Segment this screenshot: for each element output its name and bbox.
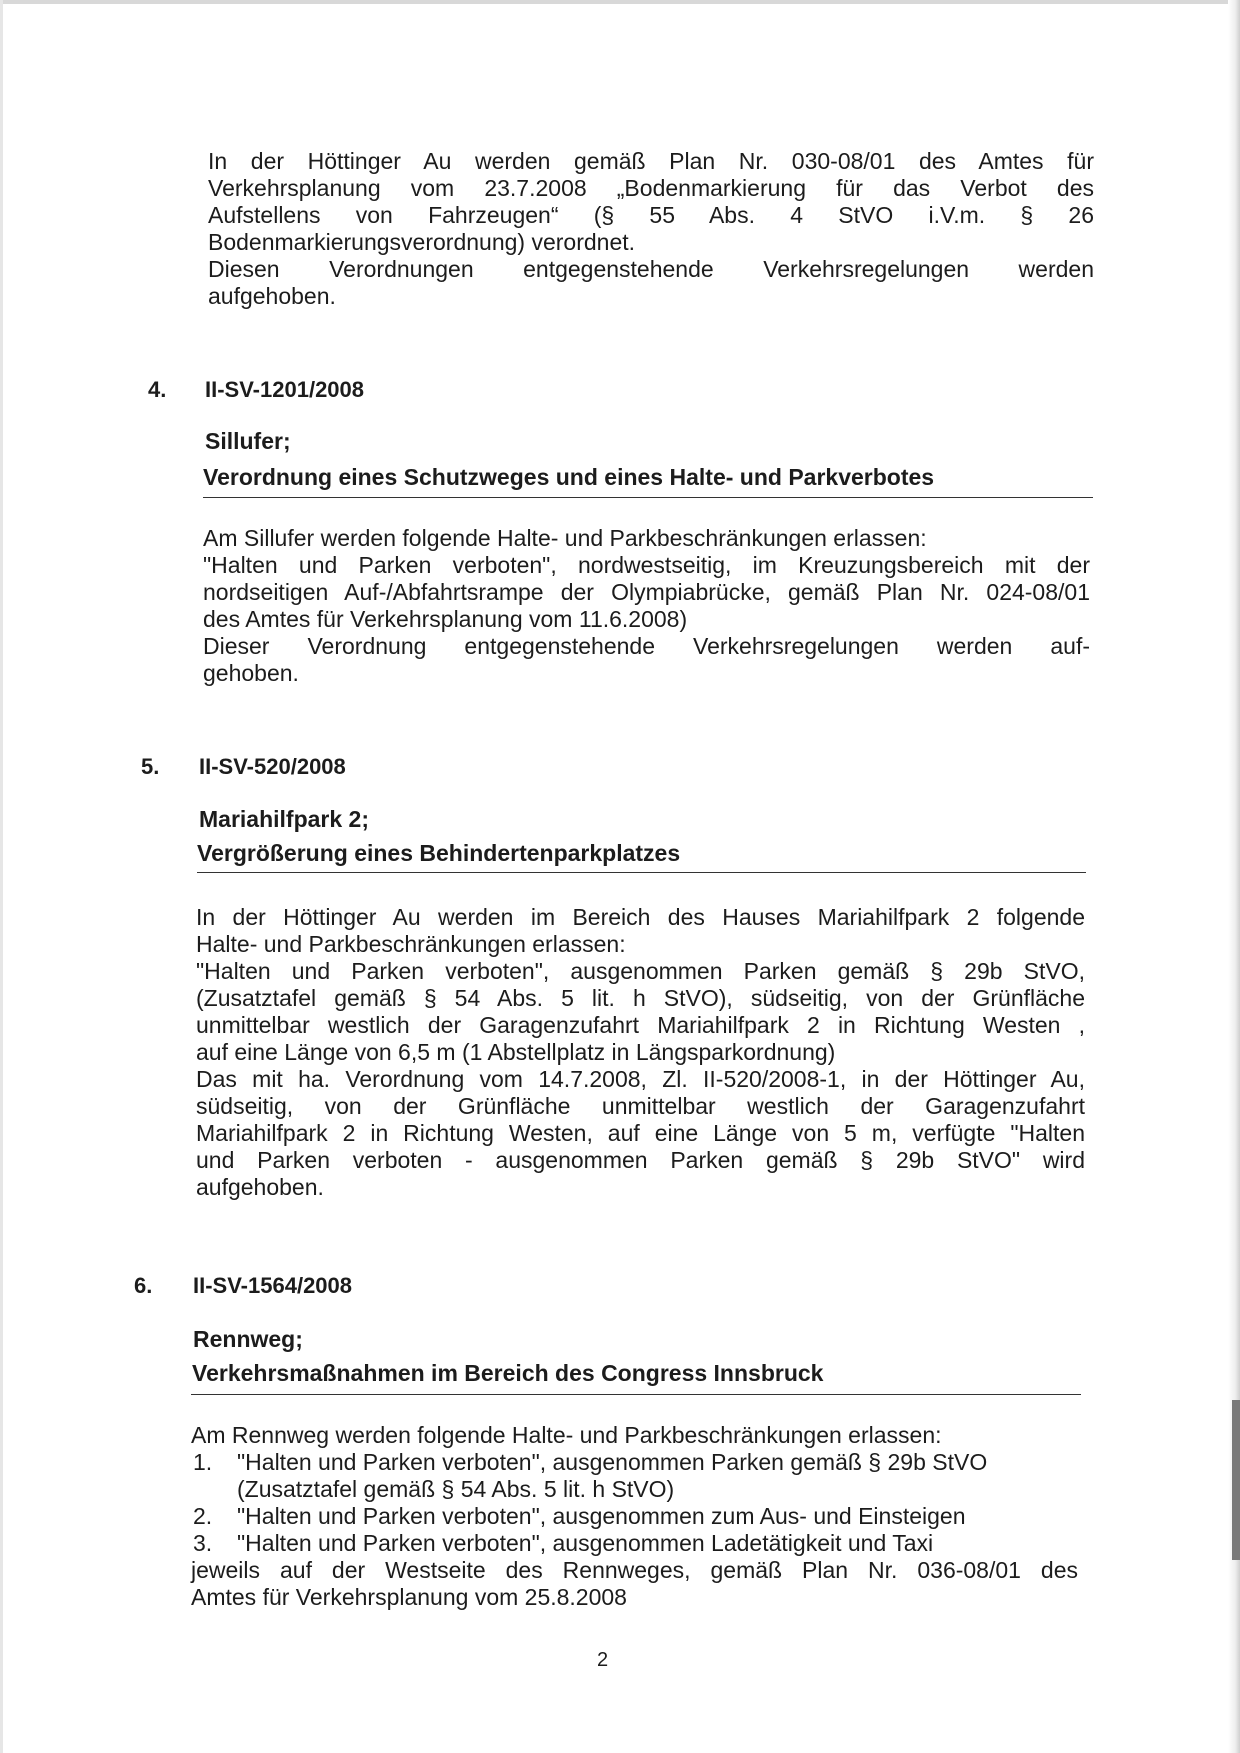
- item-6-intro: [191, 1422, 1080, 1449]
- item-location: Sillufer;: [205, 428, 291, 454]
- list-item: [193, 1449, 1081, 1476]
- item-number: 4.: [148, 377, 167, 402]
- list-number: 2.: [193, 1503, 213, 1529]
- text-line: Dieser Verordnung entgegenstehende Verkehrsregelungen werden auf-: [203, 633, 1090, 659]
- list-item-text: "Halten und Parken verboten", ausgenommen Ladetätigkeit und Taxi: [237, 1530, 934, 1556]
- list-number: 1.: [193, 1449, 213, 1475]
- list-number: 3.: [193, 1530, 213, 1556]
- text-line: Halte- und Parkbeschränkungen erlassen:: [196, 931, 626, 957]
- item-4-paragraph: [203, 525, 1090, 687]
- text-line: In der Höttinger Au werden gemäß Plan Nr. 030-08/01 des Amtes für: [208, 148, 1094, 174]
- text-line: Am Rennweg werden folgende Halte- und Parkbeschränkungen erlassen:: [191, 1422, 942, 1448]
- text-line: unmittelbar westlich der Garagenzufahrt Mariahilfpark 2 in Richtung Westen ,: [196, 1012, 1085, 1038]
- numbered-list: [193, 1449, 1081, 1557]
- item-subject: Verordnung eines Schutzweges und eines Halte- und Parkverbotes: [203, 464, 935, 490]
- text-line: Mariahilfpark 2 in Richtung Westen, auf eine Länge von 5 m, verfügte "Halten: [196, 1120, 1085, 1146]
- text-line: Am Sillufer werden folgende Halte- und Parkbeschränkungen erlassen:: [203, 525, 927, 551]
- item-location: Rennweg;: [193, 1326, 303, 1352]
- scan-edge-top: [0, 0, 1240, 4]
- text-line: und Parken verboten - ausgenommen Parken gemäß § 29b StVO" wird: [196, 1147, 1085, 1173]
- scan-edge-shadow: [1232, 1400, 1240, 1560]
- text-line: nordseitigen Auf-/Abfahrtsrampe der Olympiabrücke, gemäß Plan Nr. 024-08/01: [203, 579, 1090, 605]
- case-number: II-SV-1564/2008: [193, 1273, 353, 1298]
- item-location: Mariahilfpark 2;: [199, 806, 369, 832]
- subject-underline: [197, 872, 1086, 873]
- list-item-continuation: [193, 1476, 1081, 1503]
- case-number: II-SV-1201/2008: [205, 377, 365, 402]
- text-line: des Amtes für Verkehrsplanung vom 11.6.2008): [203, 606, 688, 632]
- text-line: Das mit ha. Verordnung vom 14.7.2008, Zl. II-520/2008-1, in der Höttinger Au,: [196, 1066, 1085, 1092]
- scan-edge-left: [0, 0, 3, 1753]
- text-line: Bodenmarkierungsverordnung) verordnet.: [208, 229, 636, 255]
- item-number: 5.: [141, 754, 160, 779]
- list-item: [193, 1503, 1081, 1530]
- text-line: auf eine Länge von 6,5 m (1 Abstellplatz in Längsparkordnung): [196, 1039, 836, 1065]
- intro-paragraph: [208, 148, 1094, 310]
- text-line: In der Höttinger Au werden im Bereich des Hauses Mariahilfpark 2 folgende: [196, 904, 1085, 930]
- text-line: aufgehoben.: [196, 1174, 324, 1200]
- item-subject: Vergrößerung eines Behindertenparkplatzes: [197, 840, 681, 866]
- text-line: südseitig, von der Grünfläche unmittelbar westlich der Garagenzufahrt: [196, 1093, 1085, 1119]
- text-line: Diesen Verordnungen entgegenstehende Verkehrsregelungen werden: [208, 256, 1094, 282]
- item-6-closing: [191, 1557, 1078, 1611]
- text-line: gehoben.: [203, 660, 299, 686]
- text-line: Amtes für Verkehrsplanung vom 25.8.2008: [191, 1584, 627, 1610]
- item-number: 6.: [134, 1273, 153, 1298]
- page-number: 2: [597, 1649, 609, 1671]
- text-line: aufgehoben.: [208, 283, 336, 309]
- text-line: "Halten und Parken verboten", nordwestseitig, im Kreuzungsbereich mit der: [203, 552, 1090, 578]
- subject-underline: [191, 1394, 1081, 1395]
- text-line: "Halten und Parken verboten", ausgenommen Parken gemäß § 29b StVO,: [196, 958, 1085, 984]
- subject-underline: [203, 497, 1093, 498]
- case-number: II-SV-520/2008: [199, 754, 346, 779]
- list-item-text: (Zusatztafel gemäß § 54 Abs. 5 lit. h StVO): [237, 1476, 675, 1502]
- item-subject: Verkehrsmaßnahmen im Bereich des Congress Innsbruck: [192, 1360, 824, 1386]
- list-item-text: "Halten und Parken verboten", ausgenommen Parken gemäß § 29b StVO: [237, 1449, 988, 1475]
- item-5-paragraph: [196, 904, 1085, 1201]
- text-line: Verkehrsplanung vom 23.7.2008 „Bodenmarkierung für das Verbot des: [208, 175, 1094, 201]
- list-item: [193, 1530, 1081, 1557]
- text-line: (Zusatztafel gemäß § 54 Abs. 5 lit. h StVO), südseitig, von der Grünfläche: [196, 985, 1085, 1011]
- list-item-text: "Halten und Parken verboten", ausgenommen zum Aus- und Einsteigen: [237, 1503, 966, 1529]
- text-line: jeweils auf der Westseite des Rennweges, gemäß Plan Nr. 036-08/01 des: [191, 1557, 1078, 1583]
- text-line: Aufstellens von Fahrzeugen“ (§ 55 Abs. 4 StVO i.V.m. § 26: [208, 202, 1094, 228]
